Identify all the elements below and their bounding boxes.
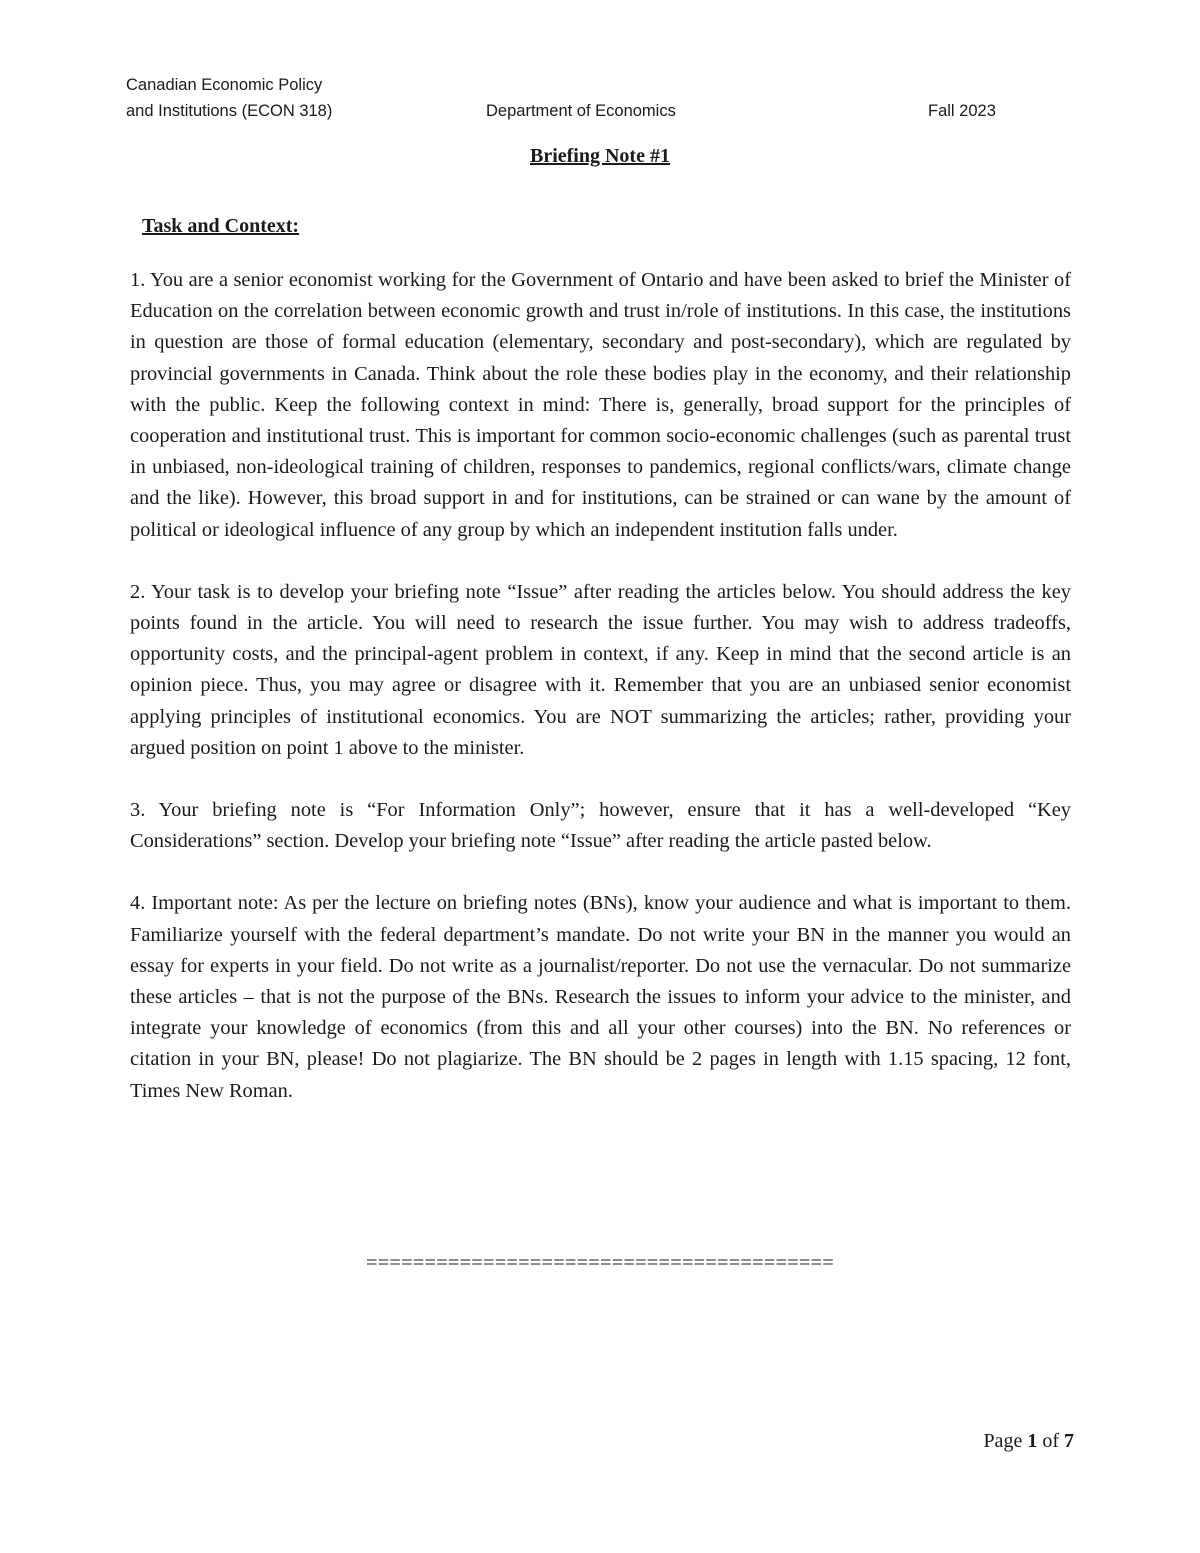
of-word: of bbox=[1042, 1430, 1059, 1452]
page-number bbox=[983, 1428, 1074, 1454]
course-title-line-2: and Institutions (ECON 318) bbox=[126, 102, 333, 120]
paragraph-4: 4. Important note: As per the lecture on briefing notes (BNs), know your audience and what is important to them. Familiarize yourself with the federal department’s mandate. Do not write your BN in the manner you would an essay for experts in your field. Do not write as a journalist/reporter. Do not use the vernacular. Do not summarize these articles – that is not the purpose of the BNs. Research the issues to inform your advice to the minister, and integrate your knowledge of economics (from this and all your other courses) into the BN. No references or citation in your BN, please! Do not plagiarize. The BN should be 2 pages in length with 1.15 spacing, 12 font, Times New Roman. bbox=[130, 892, 1071, 1102]
task-body bbox=[130, 265, 1071, 1138]
term-label: Fall 2023 bbox=[928, 102, 996, 120]
document-header bbox=[126, 72, 1026, 126]
section-separator: ======================================== bbox=[366, 1252, 834, 1274]
briefing-note-title: Briefing Note #1 bbox=[530, 145, 670, 167]
task-and-context-heading: Task and Context: bbox=[142, 215, 300, 237]
course-title-line-1: Canadian Economic Policy bbox=[126, 76, 323, 94]
paragraph-1: 1. You are a senior economist working for the Government of Ontario and have been asked to brief the Minister of Education on the correlation between economic growth and trust in/role of institutions. In this case, the institutions in question are those of formal education (elementary, secondary and post-secondary), which are regulated by provincial governments in Canada. Think about the role these bodies play in the economy, and their relationship with the public. Keep the following context in mind: There is, generally, broad support for the principles of cooperation and institutional trust. This is important for common socio-economic challenges (such as parental trust in unbiased, non-ideological training of children, responses to pandemics, regional conflicts/wars, climate change and the like). However, this broad support in and for institutions, can be strained or can wane by the amount of political or ideological influence of any group by which an independent institution falls under. bbox=[130, 269, 1071, 541]
current-page: 1 bbox=[1027, 1430, 1038, 1452]
paragraph-3: 3. Your briefing note is “For Information Only”; however, ensure that it has a well-developed “Key Considerations” section. Develop your briefing note “Issue” after reading the article pasted below. bbox=[130, 799, 1071, 853]
paragraph-2: 2. Your task is to develop your briefing note “Issue” after reading the articles below. You should address the key points found in the article. You will need to research the issue further. You may wish to address tradeoffs, opportunity costs, and the principal-agent problem in context, if any. Keep in mind that the second article is an opinion piece. Thus, you may agree or disagree with it. Remember that you are an unbiased senior economist applying principles of institutional economics. You are NOT summarizing the articles; rather, providing your argued position on point 1 above to the minister. bbox=[130, 580, 1071, 759]
department-name: Department of Economics bbox=[486, 102, 676, 120]
course-title bbox=[126, 72, 332, 124]
page-word: Page bbox=[983, 1430, 1023, 1452]
total-pages: 7 bbox=[1064, 1430, 1074, 1452]
